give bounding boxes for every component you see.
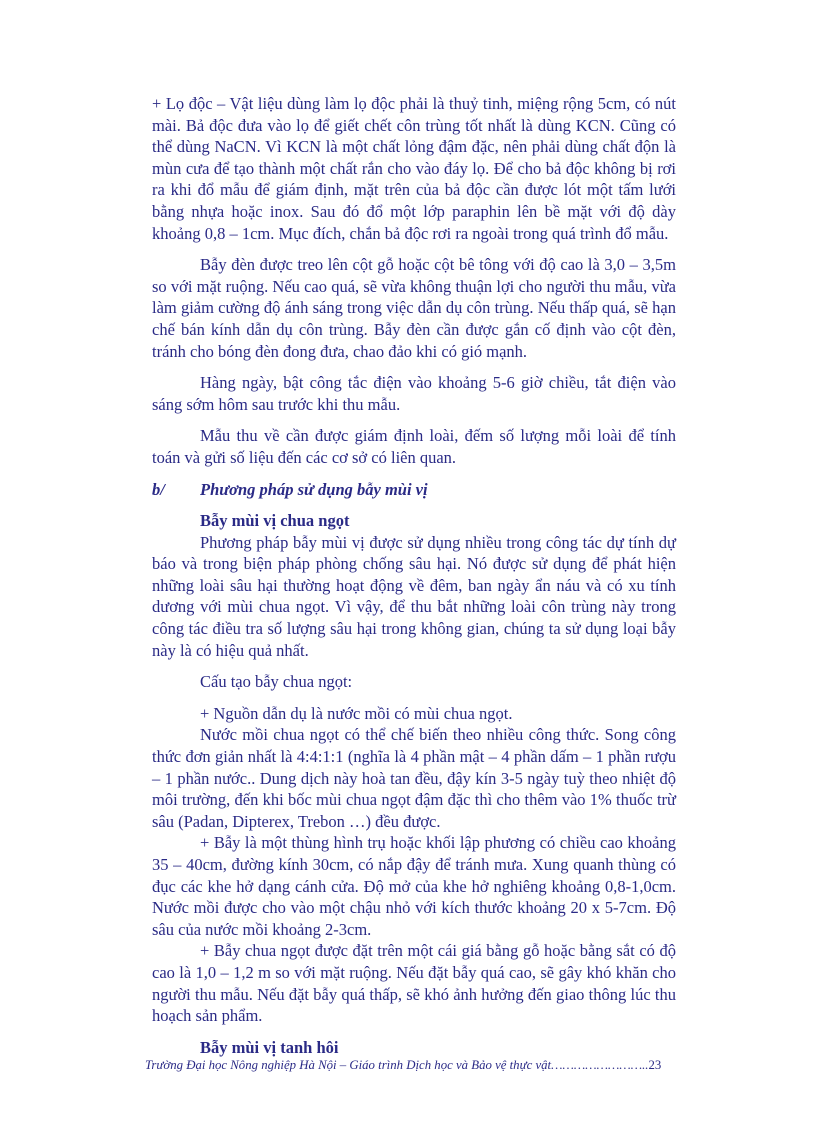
- section-heading: [152, 479, 676, 501]
- body-text: [152, 93, 676, 1058]
- section-title: Phương pháp sử dụng bẫy mùi vị: [200, 479, 428, 499]
- paragraph-bait-recipe: Nước mồi chua ngọt có thể chế biến theo nhiều công thức. Song công thức đơn giản nhất là 4:4:1:1 (nghĩa là 4 phần mật – 4 phần dấm – 1 phần rượu – 1 phần nước.. Dung dịch này hoà tan đều, đậy kín 3-5 ngày tuỳ theo nhiệt độ môi trường, đến khi bốc mùi chua ngọt đậm đặc thì cho thêm vào 1% thuốc trừ sâu (Padan, Dipterex, Trebon …) đều được.: [152, 725, 676, 831]
- subheading-sweet-sour-trap: Bẫy mùi vị chua ngọt: [200, 511, 350, 531]
- paragraph-lamp-height: Bẫy đèn được treo lên cột gỗ hoặc cột bê tông với độ cao là 3,0 – 3,5m so với mặt ruộng. Nếu cao quá, sẽ vừa không thuận lợi cho người thu mẫu, vừa làm giảm cường độ ánh sáng trong việc dẫn dụ côn trùng. Nếu thấp quá, sẽ hạn chế bán kính dẫn dụ côn trùng. Bẫy đèn cần được gắn cố định vào cột đèn, tránh cho bóng đèn đong đưa, chao đảo khi có gió mạnh.: [152, 255, 676, 361]
- paragraph-trap-placement: + Bẫy chua ngọt được đặt trên một cái giá bằng gỗ hoặc bằng sắt có độ cao là 1,0 – 1,2 m so với mặt ruộng. Nếu đặt bẫy quá cao, sẽ gây khó khăn cho người thu mẫu. Nếu đặt bẫy quá thấp, sẽ khó ảnh hưởng đến giao thông lúc thu hoạch sản phẩm.: [152, 941, 676, 1026]
- subheading-fishy-trap: Bẫy mùi vị tanh hôi: [200, 1037, 339, 1057]
- page-footer: [145, 1058, 685, 1073]
- page-number: 23: [648, 1058, 662, 1072]
- paragraph-trap-structure: Cấu tạo bẫy chua ngọt:: [200, 672, 353, 692]
- paragraph-trap-container: + Bẫy là một thùng hình trụ hoặc khối lập phương có chiều cao khoảng 35 – 40cm, đường kính 30cm, có nắp đậy để tránh mưa. Xung quanh thùng có đục các khe hở dạng cánh cửa. Độ mở của khe hở nghiêng khoảng 0,8-1,0cm. Nước mồi được cho vào một chậu nhỏ với kích thước khoảng 20 x 5-7cm. Độ sâu của nước mồi khoảng 2-3cm.: [152, 833, 676, 939]
- paragraph-poison-jar: + Lọ độc – Vật liệu dùng làm lọ độc phải là thuỷ tinh, miệng rộng 5cm, có nút mài. Bả độc đưa vào lọ để giết chết côn trùng tốt nhất là dùng KCN. Cũng có thể dùng NaCN. Vì KCN là một chất lỏng đậm đặc, nên phải dùng chất độn là mùn cưa để tạo thành một chất rắn cho vào đáy lọ. Để cho bả độc không bị rơi ra khi đổ mẫu để giám định, mặt trên của bả độc cần được lót một tấm lưới bằng nhựa hoặc inox. Sau đó đổ một lớp paraphin lên bề mặt với độ dày khoảng 0,8 – 1cm. Mục đích, chắn bả độc rơi ra ngoài trong quá trình đổ mẫu.: [152, 94, 676, 243]
- paragraph-bait-source: + Nguồn dẫn dụ là nước mồi có mùi chua ngọt.: [200, 703, 513, 723]
- paragraph-sample-processing: Mẫu thu về cần được giám định loài, đếm số lượng mỗi loài để tính toán và gửi số liệu đến các cơ sở có liên quan.: [152, 426, 676, 467]
- footer-text: Trường Đại học Nông nghiệp Hà Nội – Giáo trình Dịch học và Bảo vệ thực vật……………………..: [145, 1058, 649, 1072]
- paragraph-trap-method: Phương pháp bẫy mùi vị được sử dụng nhiều trong công tác dự tính dự báo và trong biện pháp phòng chống sâu hại. Nó được sử dụng để phát hiện những loài sâu hại thường hoạt động về đêm, ban ngày ẩn náu và có xu tính dương với mùi chua ngọt. Vì vậy, để thu bắt những loài côn trùng này trong công tác điều tra số lượng sâu hại trong không gian, chúng ta sử dụng loại bẫy này là có hiệu quả nhất.: [152, 532, 676, 660]
- section-label: b/: [152, 479, 165, 499]
- paragraph-lamp-schedule: Hàng ngày, bật công tắc điện vào khoảng 5-6 giờ chiều, tắt điện vào sáng sớm hôm sau trước khi thu mẫu.: [152, 373, 676, 414]
